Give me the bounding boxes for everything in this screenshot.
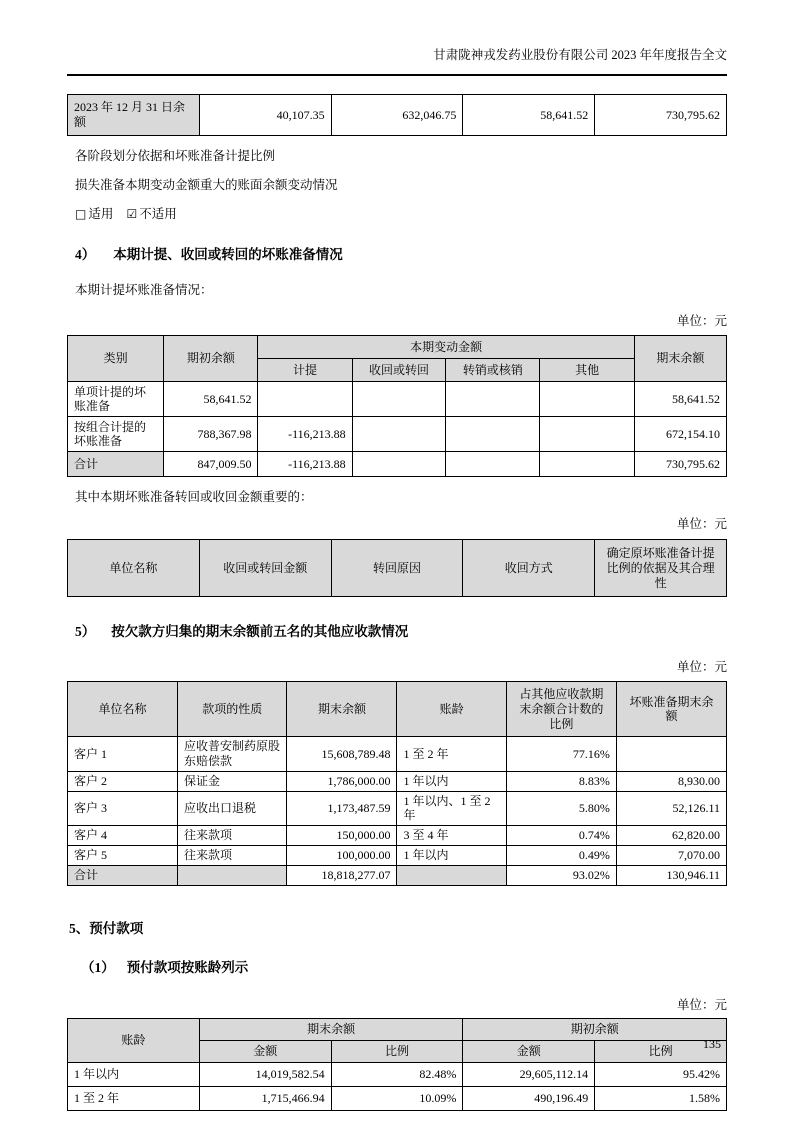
balance-carryover-table	[67, 94, 727, 136]
nature-cell	[178, 865, 287, 885]
unit-label: 单位：元	[676, 517, 727, 532]
aging-cell: 1 年以内	[68, 1062, 200, 1086]
col-accrual: 计提	[258, 359, 352, 382]
table-row	[68, 737, 727, 771]
section4-heading-number: 4）	[75, 247, 96, 263]
table-total-row	[68, 452, 727, 477]
balance-value: 730,795.62	[595, 95, 727, 136]
closing-cell: 18,818,277.07	[287, 865, 397, 885]
table-total-row	[68, 865, 727, 885]
col-aging: 账龄	[397, 682, 506, 737]
closing-cell: 1,173,487.59	[287, 791, 397, 825]
nature-cell: 保证金	[178, 771, 287, 791]
checkbox-checked-icon: ☑	[126, 207, 138, 222]
page-number: 135	[703, 1037, 721, 1051]
col-other: 其他	[540, 359, 634, 382]
aging-cell: 1 至 2 年	[397, 737, 506, 771]
proportion-cell: 93.02%	[506, 865, 616, 885]
section4-heading-text: 本期计提、收回或转回的坏账准备情况	[113, 247, 343, 263]
applicability-row	[75, 204, 727, 222]
bad-debt-cell	[616, 737, 726, 771]
entity-cell: 客户 4	[68, 825, 178, 845]
entity-cell: 合计	[68, 865, 178, 885]
opening-cell: 788,367.98	[164, 417, 258, 452]
col-proportion: 占其他应收款期末余额合计数的比例	[506, 682, 616, 737]
bad-debt-cell: 7,070.00	[616, 845, 726, 865]
entity-cell: 客户 5	[68, 845, 178, 865]
col-closing-amount: 金额	[199, 1040, 331, 1062]
accrual-cell	[258, 382, 352, 417]
proportion-cell: 0.74%	[506, 825, 616, 845]
prepayments-heading: 5、预付款项	[69, 920, 144, 936]
opening-amount-cell: 490,196.49	[463, 1086, 595, 1110]
col-basis-rationale: 确定原坏账准备计提比例的依据及其合理性	[595, 540, 727, 597]
recover-cell	[352, 382, 446, 417]
prepayments-subheading-text: 预付款项按账龄列示	[126, 959, 249, 975]
bad-debt-cell: 130,946.11	[616, 865, 726, 885]
aging-cell: 3 至 4 年	[397, 825, 506, 845]
category-cell: 合计	[68, 452, 164, 477]
table-row	[68, 382, 727, 417]
report-header-title: 甘肃陇神戎发药业股份有限公司 2023 年年度报告全文	[67, 45, 727, 76]
nature-cell: 往来款项	[178, 845, 287, 865]
nature-cell: 往来款项	[178, 825, 287, 845]
table-row	[68, 1086, 727, 1110]
category-cell: 按组合计提的坏账准备	[68, 417, 164, 452]
provision-table	[67, 335, 727, 477]
table-row	[68, 95, 727, 136]
note-basis-line: 各阶段划分依据和坏账准备计提比例	[75, 149, 276, 163]
col-opening-balance: 期初余额	[164, 336, 258, 382]
bad-debt-cell: 8,930.00	[616, 771, 726, 791]
other-cell	[540, 382, 634, 417]
col-recovered-amount: 收回或转回金额	[199, 540, 331, 597]
prepayments-subheading-number: （1）	[81, 959, 115, 975]
col-closing-balance: 期末余额	[634, 336, 726, 382]
closing-cell: 672,154.10	[634, 417, 726, 452]
section4-heading	[75, 243, 727, 263]
section5-heading-number: 5）	[75, 624, 96, 640]
col-entity-name: 单位名称	[68, 540, 200, 597]
opening-amount-cell: 29,605,112.14	[463, 1062, 595, 1086]
col-closing-ratio: 比例	[331, 1040, 463, 1062]
top5-receivables-table	[67, 681, 727, 886]
closing-cell: 150,000.00	[287, 825, 397, 845]
aging-cell	[397, 865, 506, 885]
aging-cell: 1 年以内	[397, 771, 506, 791]
closing-cell: 1,786,000.00	[287, 771, 397, 791]
entity-cell: 客户 2	[68, 771, 178, 791]
balance-value: 58,641.52	[463, 95, 595, 136]
aging-cell: 1 年以内、1 至 2 年	[397, 791, 506, 825]
closing-amount-cell: 1,715,466.94	[199, 1086, 331, 1110]
accrual-cell: -116,213.88	[258, 417, 352, 452]
not-applicable-label: 不适用	[139, 207, 177, 222]
col-nature: 款项的性质	[178, 682, 287, 737]
opening-ratio-cell: 95.42%	[595, 1062, 727, 1086]
not-applicable-option	[126, 207, 176, 221]
unit-label: 单位：元	[676, 314, 727, 329]
category-cell: 单项计提的坏账准备	[68, 382, 164, 417]
section5-heading	[75, 620, 727, 640]
col-opening-group: 期初余额	[463, 1018, 727, 1040]
table-header-row	[68, 1018, 727, 1040]
closing-ratio-cell: 82.48%	[331, 1062, 463, 1086]
entity-cell: 客户 1	[68, 737, 178, 771]
section4-note: 其中本期坏账准备转回或收回金额重要的：	[75, 490, 313, 505]
checkbox-unchecked-icon: □	[75, 207, 87, 222]
section5-heading-text: 按欠款方归集的期末余额前五名的其他应收款情况	[111, 624, 409, 640]
table-header-row	[68, 540, 727, 597]
unit-label: 单位：元	[676, 997, 727, 1012]
col-aging: 账龄	[68, 1018, 200, 1062]
table-row	[68, 791, 727, 825]
col-category: 类别	[68, 336, 164, 382]
col-closing-balance: 期末余额	[287, 682, 397, 737]
nature-cell: 应收普安制药原股东赔偿款	[178, 737, 287, 771]
aging-cell: 1 至 2 年	[68, 1086, 200, 1110]
bad-debt-cell: 62,820.00	[616, 825, 726, 845]
balance-value: 632,046.75	[331, 95, 463, 136]
col-reversal-reason: 转回原因	[331, 540, 463, 597]
writeoff-cell	[446, 452, 540, 477]
balance-row-label: 2023 年 12 月 31 日余额	[68, 95, 200, 136]
recovery-table	[67, 539, 727, 597]
table-row	[68, 1062, 727, 1086]
col-closing-group: 期末余额	[199, 1018, 463, 1040]
aging-cell: 1 年以内	[397, 845, 506, 865]
applicable-option	[75, 207, 113, 221]
proportion-cell: 8.83%	[506, 771, 616, 791]
applicable-label: 适用	[88, 207, 114, 222]
other-cell	[540, 452, 634, 477]
prepayment-aging-table	[67, 1018, 727, 1111]
table-row	[68, 845, 727, 865]
nature-cell: 应收出口退税	[178, 791, 287, 825]
closing-ratio-cell: 10.09%	[331, 1086, 463, 1110]
proportion-cell: 0.49%	[506, 845, 616, 865]
table-header-row	[68, 336, 727, 359]
col-recover: 收回或转回	[352, 359, 446, 382]
table-header-row	[68, 682, 727, 737]
col-entity-name: 单位名称	[68, 682, 178, 737]
closing-cell: 100,000.00	[287, 845, 397, 865]
writeoff-cell	[446, 417, 540, 452]
table-row	[68, 771, 727, 791]
recover-cell	[352, 417, 446, 452]
closing-cell: 730,795.62	[634, 452, 726, 477]
col-recovery-method: 收回方式	[463, 540, 595, 597]
unit-label: 单位：元	[676, 660, 727, 675]
opening-cell: 847,009.50	[164, 452, 258, 477]
proportion-cell: 5.80%	[506, 791, 616, 825]
col-period-change-group: 本期变动金额	[258, 336, 634, 359]
table-row	[68, 825, 727, 845]
closing-amount-cell: 14,019,582.54	[199, 1062, 331, 1086]
col-bad-debt-closing: 坏账准备期末余额	[616, 682, 726, 737]
section4-intro: 本期计提坏账准备情况：	[75, 283, 213, 298]
table-row	[68, 417, 727, 452]
closing-cell: 58,641.52	[634, 382, 726, 417]
col-writeoff: 转销或核销	[446, 359, 540, 382]
recover-cell	[352, 452, 446, 477]
prepayments-subheading	[81, 956, 727, 976]
proportion-cell: 77.16%	[506, 737, 616, 771]
closing-cell: 15,608,789.48	[287, 737, 397, 771]
note-change-line: 损失准备本期变动金额重大的账面余额变动情况	[75, 177, 338, 192]
bad-debt-cell: 52,126.11	[616, 791, 726, 825]
accrual-cell: -116,213.88	[258, 452, 352, 477]
entity-cell: 客户 3	[68, 791, 178, 825]
other-cell	[540, 417, 634, 452]
col-opening-ratio: 比例	[595, 1040, 727, 1062]
writeoff-cell	[446, 382, 540, 417]
opening-cell: 58,641.52	[164, 382, 258, 417]
col-opening-amount: 金额	[463, 1040, 595, 1062]
opening-ratio-cell: 1.58%	[595, 1086, 727, 1110]
balance-value: 40,107.35	[199, 95, 331, 136]
